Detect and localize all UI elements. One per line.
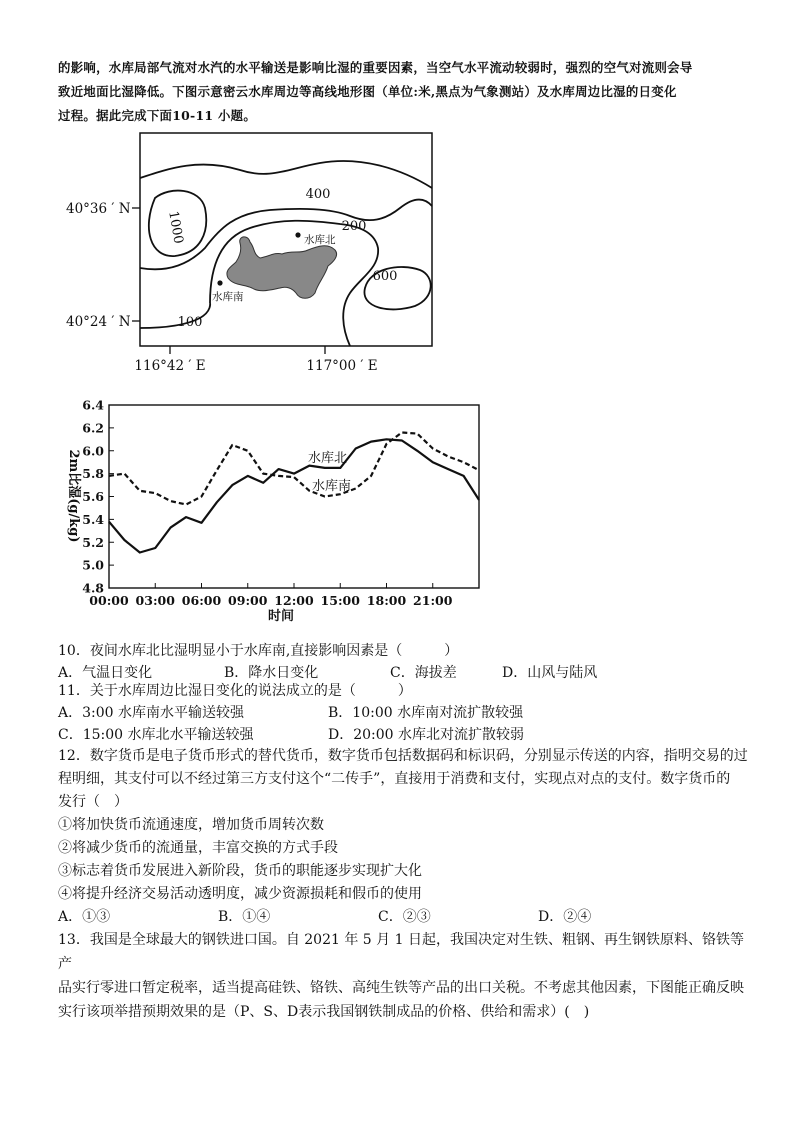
- contour-label: 600: [372, 269, 398, 284]
- option-a[interactable]: A．气温日变化: [58, 665, 153, 681]
- option-a[interactable]: A．①③: [58, 909, 111, 925]
- series-label-north: 水库北: [308, 451, 348, 466]
- y-axis-title: 2m比湿(g/kg): [66, 449, 81, 543]
- y-tick-label: 6.0: [82, 443, 104, 459]
- x-tick-label: 03:00: [135, 593, 175, 608]
- humidity-chart-svg: [56, 392, 496, 622]
- intro-line: 的影响，水库局部气流对水汽的水平输送是影响比湿的重要因素，当空气水平流动较弱时，强烈的空气对流则会导: [58, 60, 693, 75]
- y-tick-label: 4.8: [82, 580, 104, 596]
- contour-map-svg: [60, 128, 450, 378]
- chart-frame: [109, 405, 479, 588]
- x-axis-title: 时间: [267, 609, 295, 622]
- statement-item: ③标志着货币发展进入新阶段，货币的职能逐步实现扩大化: [58, 863, 422, 879]
- option-b[interactable]: B．①④: [218, 909, 271, 925]
- option-b[interactable]: B．降水日变化: [224, 665, 319, 681]
- question-stem: 发行（ ）: [58, 794, 128, 810]
- question-11: [58, 680, 748, 746]
- y-tick-label: 6.4: [82, 397, 104, 413]
- x-axis: [89, 583, 452, 608]
- intro-line: 过程。据此完成下面10-11 小题。: [58, 108, 257, 123]
- series-group: [109, 433, 479, 553]
- contour-map: [60, 128, 450, 378]
- lat-label: 40°24 ′ N: [66, 314, 131, 330]
- question-stem: 10．夜间水库北比湿明显小于水库南,直接影响因素是（ ）: [58, 643, 459, 659]
- lat-label: 40°36 ′ N: [66, 201, 131, 217]
- lon-label: 116°42 ′ E: [134, 358, 206, 374]
- y-tick-label: 5.8: [82, 466, 104, 482]
- question-stem: 实行该项举措预期效果的是（P、S、D表示我国钢铁制成品的价格、供给和需求）( ): [58, 1004, 590, 1020]
- options-row: [58, 724, 748, 746]
- option-c[interactable]: C．海拔差: [390, 665, 457, 681]
- contour-label: 1000: [165, 209, 186, 245]
- option-b[interactable]: B．10:00 水库南对流扩散较强: [328, 705, 524, 721]
- options-row: [58, 906, 748, 929]
- y-tick-label: 5.0: [82, 557, 104, 573]
- option-d[interactable]: D．山风与陆风: [502, 665, 598, 681]
- statement-item: ①将加快货币流通速度，增加货币周转次数: [58, 817, 324, 833]
- series-line-south: [109, 433, 479, 505]
- lon-label: 117°00 ′ E: [306, 358, 378, 374]
- series-line-north: [109, 439, 479, 552]
- question-12: [58, 745, 748, 929]
- station-north-label: 水库北: [304, 234, 336, 246]
- x-tick-label: 21:00: [413, 593, 453, 608]
- options-row: [58, 702, 748, 724]
- x-tick-label: 06:00: [181, 593, 222, 608]
- x-tick-label: 12:00: [274, 593, 314, 608]
- option-a[interactable]: A．3:00 水库南水平输送较强: [58, 705, 244, 721]
- y-tick-label: 5.4: [82, 511, 104, 527]
- station-south-dot: [217, 280, 222, 285]
- option-c[interactable]: C．15:00 水库北水平输送较强: [58, 727, 254, 743]
- statement-item: ②将减少货币的流通量，丰富交换的方式手段: [58, 840, 338, 856]
- question-stem: 12．数字货币是电子货币形式的替代货币，数字货币包括数据码和标识码，分别显示传送的内容，指明交易的过: [58, 748, 748, 764]
- intro-line: 致近地面比湿降低。下图示意密云水库周边等高线地形图（单位:米,黑点为气象测站）及水库周边比湿的日变化: [58, 84, 677, 99]
- x-tick-label: 00:00: [89, 593, 129, 608]
- option-c[interactable]: C．②③: [378, 909, 431, 925]
- contour-label: 200: [341, 219, 367, 234]
- x-tick-label: 18:00: [366, 593, 407, 608]
- y-tick-label: 5.2: [82, 534, 104, 550]
- y-tick-label: 6.2: [82, 420, 104, 436]
- question-stem: 品实行零进口暂定税率，适当提高硅铁、铬铁、高纯生铁等产品的出口关税。不考虑其他因素，下图能正确反映: [58, 980, 744, 996]
- intro-paragraph: [58, 56, 748, 128]
- question-13: [58, 928, 748, 1024]
- humidity-chart: [56, 392, 496, 622]
- contour-label: 400: [305, 187, 331, 202]
- option-d[interactable]: D．②④: [538, 909, 592, 925]
- series-label-south: 水库南: [312, 479, 352, 494]
- question-stem: 13．我国是全球最大的钢铁进口国。自 2021 年 5 月 1 日起，我国决定对生铁、粗钢、再生钢铁原料、铬铁等产: [58, 932, 744, 972]
- question-10: [58, 640, 748, 684]
- option-d[interactable]: D．20:00 水库北对流扩散较弱: [328, 727, 525, 743]
- station-north-dot: [295, 232, 300, 237]
- x-tick-label: 09:00: [228, 593, 268, 608]
- statement-item: ④将提升经济交易活动透明度，减少资源损耗和假币的使用: [58, 886, 422, 902]
- question-stem: 程明细，其支付可以不经过第三方支付这个“二传手”，直接用于消费和支付，实现点对点的支付。数字货币的: [58, 771, 731, 787]
- y-tick-label: 5.6: [82, 489, 104, 504]
- contour-label: 100: [177, 315, 203, 330]
- station-south-label: 水库南: [212, 291, 244, 303]
- x-tick-label: 15:00: [320, 593, 360, 608]
- question-stem: 11．关于水库周边比湿日变化的说法成立的是（ ）: [58, 683, 412, 699]
